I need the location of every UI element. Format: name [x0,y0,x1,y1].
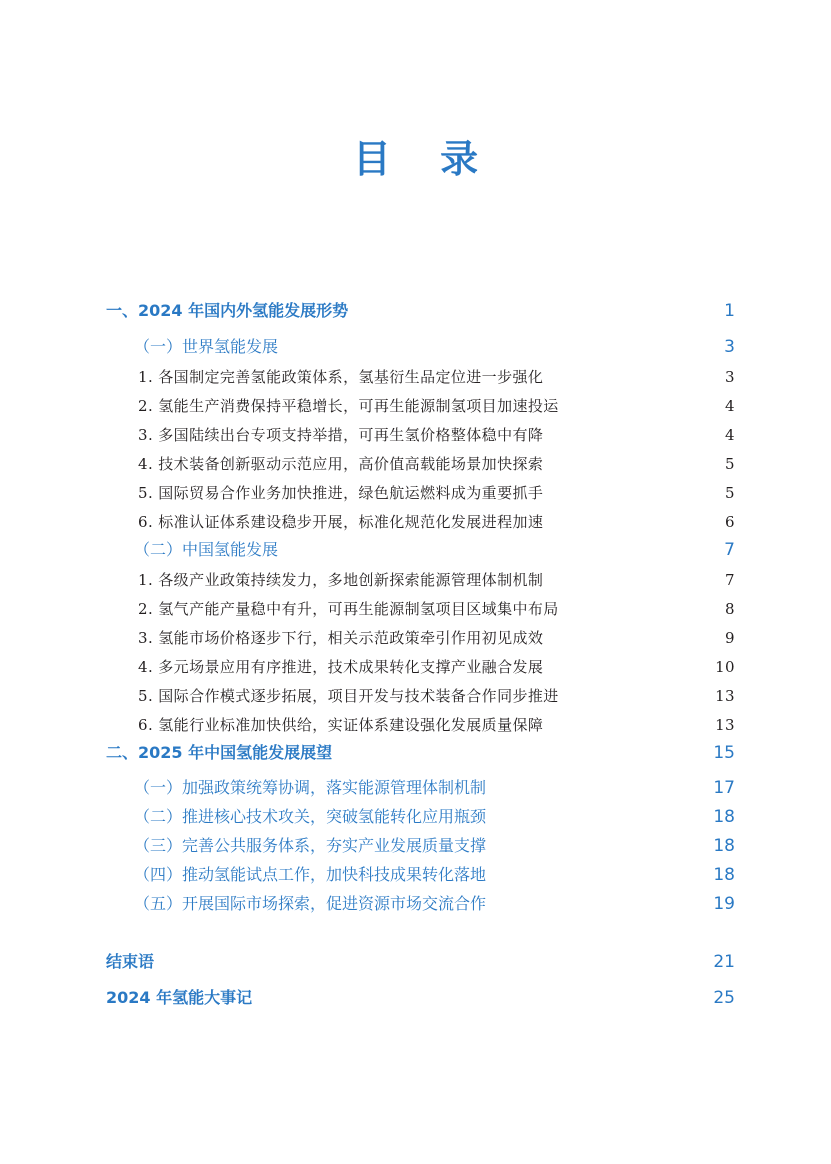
toc-entry-subsection[interactable] [134,892,735,916]
toc-entry-page: 17 [713,778,735,798]
toc-entry-page: 5 [725,455,735,473]
toc-entry-subsection[interactable] [134,776,735,800]
toc-entry-page: 6 [725,513,735,531]
toc-entry-page: 4 [725,426,735,444]
toc-entry-label: （二）推进核心技术攻关，突破氢能转化应用瓶颈 [134,807,487,826]
toc-entry-label: （一）世界氢能发展 [134,337,279,356]
toc-entry-label: （四）推动氢能试点工作，加快科技成果转化落地 [134,865,487,884]
toc-entry-page: 13 [715,687,735,705]
toc-entry-section-2[interactable] [106,741,735,765]
toc-entry-page: 7 [724,540,735,560]
toc-entry-page: 15 [713,743,735,763]
toc-entry-page: 3 [724,337,735,357]
toc-entry-subsection[interactable] [134,834,735,858]
toc-entry-subsection[interactable] [134,335,735,359]
toc-entry-item[interactable] [138,568,735,592]
toc-entry-label: 5. 国际贸易合作业务加快推进，绿色航运燃料成为重要抓手 [138,484,544,502]
toc-entry-item[interactable] [138,655,735,679]
toc-entry-subsection[interactable] [134,863,735,887]
toc-entry-label: 4. 技术装备创新驱动示范应用，高价值高载能场景加快探索 [138,455,544,473]
toc-entry-item[interactable] [138,365,735,389]
toc-entry-page: 1 [724,301,735,321]
toc-entry-item[interactable] [138,684,735,708]
toc-entry-section-1[interactable] [106,299,735,323]
toc-entry-label: 6. 标准认证体系建设稳步开展，标准化规范化发展进程加速 [138,513,544,531]
toc-entry-page: 25 [713,988,735,1008]
toc-entry-item[interactable] [138,481,735,505]
toc-entry-chronicle[interactable] [106,986,735,1010]
page-title: 目 录 [352,136,497,181]
toc-entry-page: 5 [725,484,735,502]
toc-entry-item[interactable] [138,423,735,447]
toc-entry-subsection[interactable] [134,538,735,562]
toc-entry-label: （一）加强政策统筹协调，落实能源管理体制机制 [134,778,487,797]
toc-entry-item[interactable] [138,452,735,476]
toc-entry-label: （二）中国氢能发展 [134,540,279,559]
toc-entry-page: 19 [713,894,735,914]
toc-entry-item[interactable] [138,597,735,621]
toc-entry-page: 21 [713,952,735,972]
toc-entry-label: 3. 氢能市场价格逐步下行，相关示范政策牵引作用初见成效 [138,629,544,647]
toc-entry-label: 1. 各国制定完善氢能政策体系，氢基衍生品定位进一步强化 [138,368,544,386]
toc-entry-label: （三）完善公共服务体系，夯实产业发展质量支撑 [134,836,487,855]
toc-entry-page: 13 [715,716,735,734]
toc-entry-page: 4 [725,397,735,415]
toc-entry-item[interactable] [138,394,735,418]
toc-entry-page: 18 [713,865,735,885]
toc-entry-label: （五）开展国际市场探索，促进资源市场交流合作 [134,894,487,913]
toc-entry-page: 18 [713,836,735,856]
toc-entry-item[interactable] [138,510,735,534]
toc-entry-page: 10 [715,658,735,676]
toc-entry-label: 4. 多元场景应用有序推进，技术成果转化支撑产业融合发展 [138,658,544,676]
toc-entry-label: 5. 国际合作模式逐步拓展，项目开发与技术装备合作同步推进 [138,687,559,705]
toc-entry-label: 6. 氢能行业标准加快供给，实证体系建设强化发展质量保障 [138,716,544,734]
toc-entry-label: 2. 氢气产能产量稳中有升，可再生能源制氢项目区域集中布局 [138,600,559,618]
toc-entry-label: 二、2025 年中国氢能发展展望 [106,743,333,762]
toc-entry-label: 1. 各级产业政策持续发力，多地创新探索能源管理体制机制 [138,571,544,589]
toc-entry-label: 3. 多国陆续出台专项支持举措，可再生氢价格整体稳中有降 [138,426,544,444]
toc-entry-page: 3 [725,368,735,386]
toc-entry-label: 2. 氢能生产消费保持平稳增长，可再生能源制氢项目加速投运 [138,397,559,415]
toc-entry-page: 7 [725,571,735,589]
toc-entry-label: 2024 年氢能大事记 [106,988,253,1007]
toc-entry-label: 一、2024 年国内外氢能发展形势 [106,301,349,320]
toc-entry-subsection[interactable] [134,805,735,829]
toc-entry-page: 8 [725,600,735,618]
toc-entry-item[interactable] [138,626,735,650]
toc-entry-page: 9 [725,629,735,647]
toc-entry-page: 18 [713,807,735,827]
toc-entry-conclusion[interactable] [106,950,735,974]
toc-entry-item[interactable] [138,713,735,737]
toc-entry-label: 结束语 [106,952,155,971]
